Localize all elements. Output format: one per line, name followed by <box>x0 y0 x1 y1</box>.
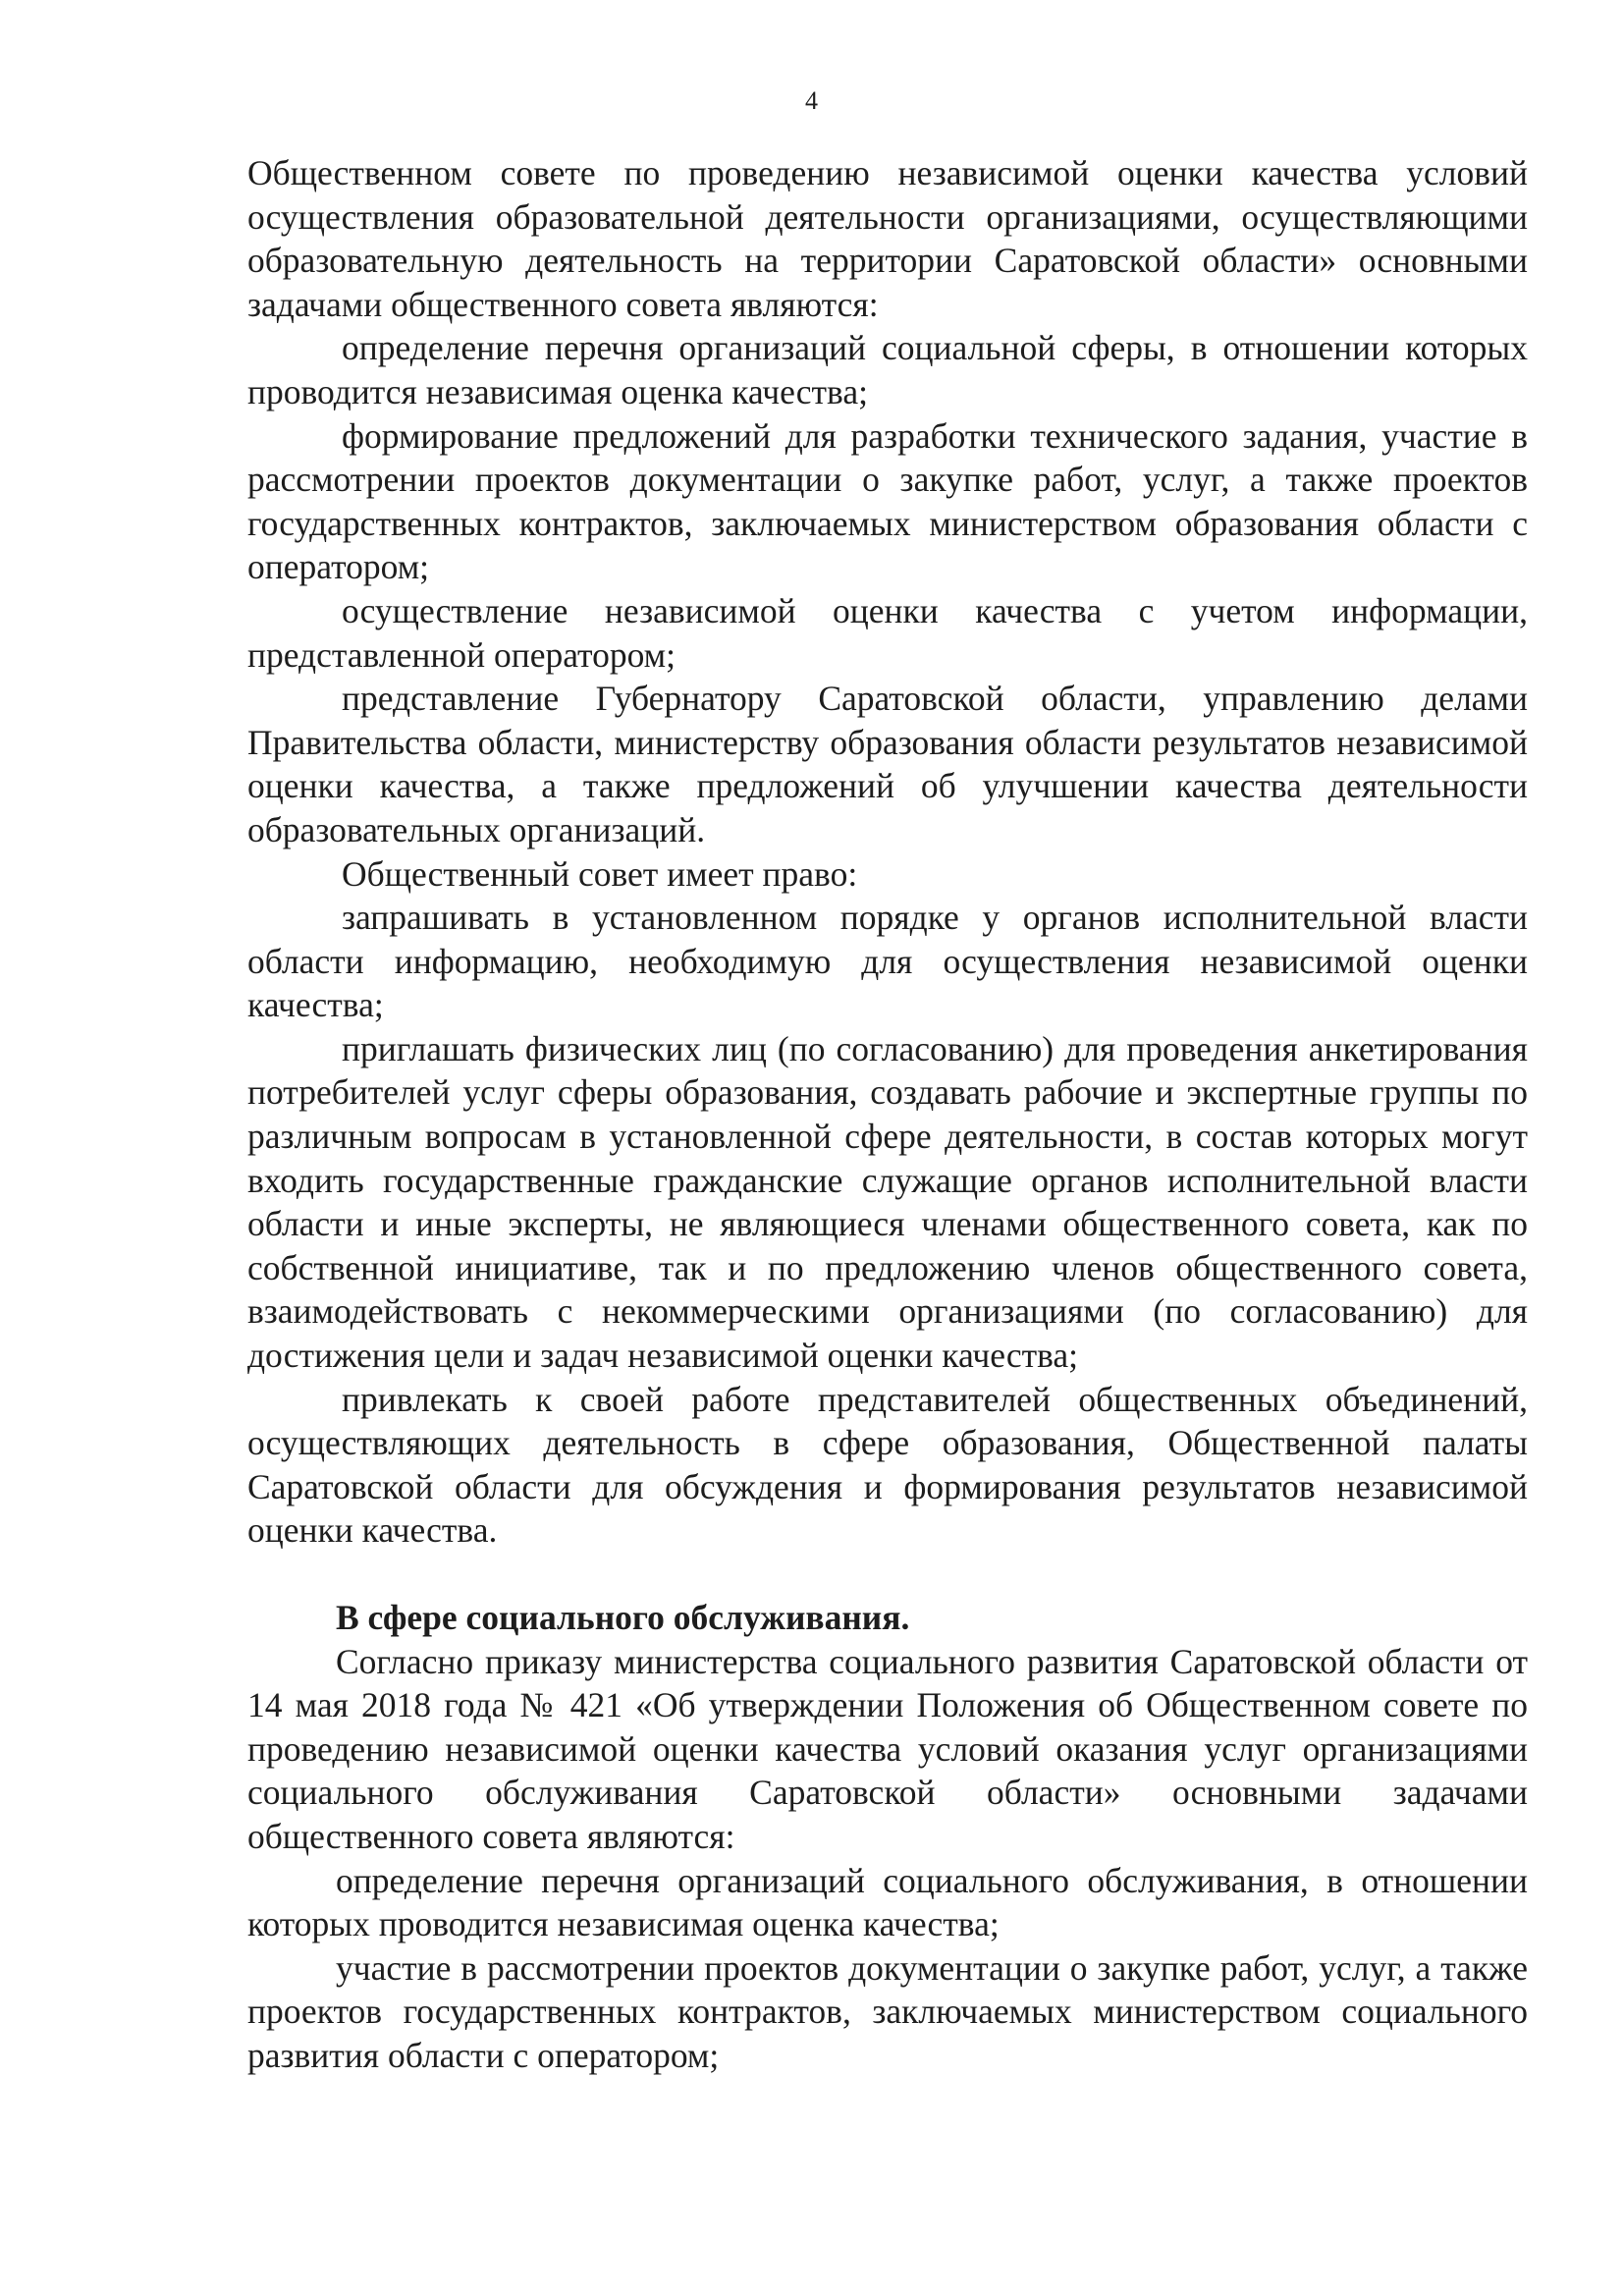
paragraph: определение перечня организаций социального обслуживания, в отношении которых проводится независимая оценка качества; <box>247 1860 1528 1944</box>
section-social-intro: Согласно приказу министерства социального развития Саратовской области от 14 мая 2018 года № 421 «Об утверждении Положения об Общественном совете по проведению независимой оценки качества условий оказания услуг организациями социального обслуживания Саратовской области» основными задачами общественного совета являются: <box>247 1641 1528 1856</box>
page-number: 4 <box>805 86 818 115</box>
paragraph: запрашивать в установленном порядке у органов исполнительной власти области информацию, необходимую для осуществления независимой оценки качества; <box>247 898 1528 1025</box>
section-education-intro: Общественном совете по проведению независимой оценки качества условий осуществления образовательной деятельности организациями, осуществляющими образовательную деятельность на территории Саратовской области» основными задачами общественного совета являются: <box>247 153 1528 324</box>
paragraph: приглашать физических лиц (по согласованию) для проведения анкетирования потребителей услуг сферы образования, создавать рабочие и экспертные группы по различным вопросам в установленной сфере деятельности, в состав которых могут входить государственные гражданские служащие органов исполнительной власти области и иные эксперты, не являющиеся членами общественного совета, как по собственной инициативе, так и по предложению членов общественного совета, взаимодействовать с некоммерческими организациями (по согласованию) для достижения цели и задач независимой оценки качества; <box>247 1028 1528 1376</box>
paragraph: определение перечня организаций социальной сферы, в отношении которых проводится независимая оценка качества; <box>247 328 1528 411</box>
paragraph: привлекать к своей работе представителей общественных объединений, осуществляющих деятельность в сфере образования, Общественной палаты Саратовской области для обсуждения и формирования результатов независимой оценки качества. <box>247 1379 1528 1551</box>
paragraph: осуществление независимой оценки качества с учетом информации, представленной оператором; <box>247 590 1528 675</box>
paragraph: участие в рассмотрении проектов документации о закупке работ, услуг, а также проектов государственных контрактов, заключаемых министерством социального развития области с оператором; <box>247 1947 1528 2075</box>
paragraph: формирование предложений для разработки технического задания, участие в рассмотрении проектов документации о закупке работ, услуг, а также проектов государственных контрактов, заключаемых министерством образования области с оператором; <box>247 415 1528 587</box>
rights-intro: Общественный совет имеет право: <box>342 853 858 894</box>
section-social-service <box>247 1596 1528 2078</box>
section-heading: В сфере социального обслуживания. <box>336 1598 910 1637</box>
document-body <box>247 151 1528 2078</box>
paragraph: представление Губернатору Саратовской области, управлению делами Правительства области, министерству образования области результатов независимой оценки качества, а также предложений об улучшении качества деятельности образовательных организаций. <box>247 679 1528 849</box>
